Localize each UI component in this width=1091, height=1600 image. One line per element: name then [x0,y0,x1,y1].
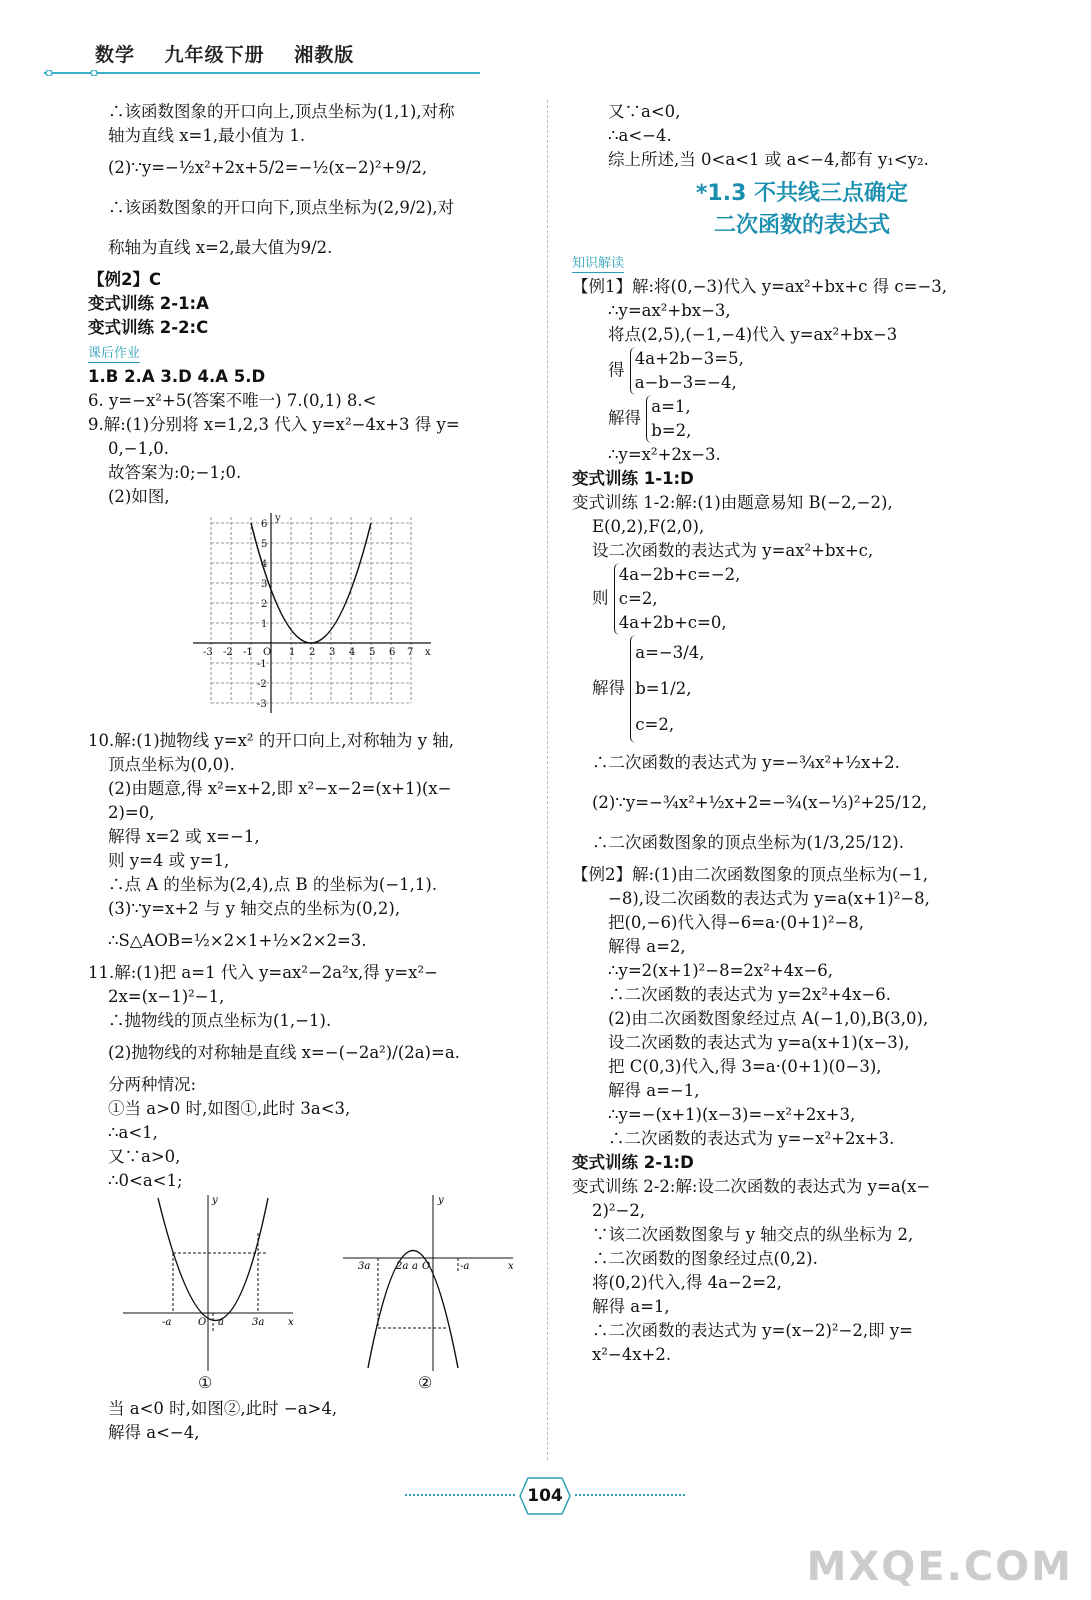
x-tick: 3 [329,647,336,658]
text-line: (2)抛物线的对称轴是直线 x=−(−2a²)/(2a)=a. [108,1043,460,1062]
fig2-label: 2a [396,1261,409,1272]
text-line: 又∵a<0, [608,102,681,121]
text-line: ∴二次函数的表达式为 y=−x²+2x+3. [608,1129,895,1148]
x-tick: 2 [309,647,316,658]
left-column [88,100,538,1445]
text-line: 分两种情况: [108,1075,197,1094]
text-line: 10.解:(1)抛物线 y=x² 的开口向上,对称轴为 y 轴, [88,731,455,750]
x-tick: 6 [389,647,396,658]
answer-line: 变式训练 2-2:C [88,318,209,337]
header-edition: 湘教版 [294,44,355,66]
text-line: ①当 a>0 时,如图①,此时 3a<3, [108,1099,351,1118]
figure-2 [338,1193,518,1373]
text-line: 当 a<0 时,如图②,此时 −a>4, [108,1399,338,1418]
section-title-line-1: *1.3 不共线三点确定 [695,181,909,206]
text-line: 6. y=−x²+5(答案不唯一) 7.(0,1) 8.< [88,391,377,410]
eq: c=2, [618,589,658,608]
text-line: x²−4x+2. [592,1345,672,1364]
text-line: ∴二次函数图象的顶点坐标为(1/3,25/12). [592,833,904,852]
fig1-x-label: x [288,1317,294,1328]
text-line: 解得 a=−1, [608,1081,700,1100]
text-line: ∴二次函数的表达式为 y=(x−2)²−2,即 y= [592,1321,913,1340]
fig2-caption: ② [418,1373,433,1392]
x-tick: 5 [369,647,376,658]
x-tick: 7 [407,647,414,658]
page-header [95,40,376,67]
text-line: ∴该函数图象的开口向上,顶点坐标为(1,1),对称 [108,102,455,121]
eq: a=1, [651,397,691,416]
footer-dots-right [575,1494,685,1496]
text-line: 称轴为直线 x=2,最大值为9/2. [108,238,333,257]
page-number: 104 [527,1486,563,1506]
label-jiede: 解得 [608,408,641,428]
answer-line: 【例2】C [88,270,162,289]
text-line: (2)∵y=−½x²+2x+5/2=−½(x−2)²+9/2, [108,158,428,177]
text-line: 则 y=4 或 y=1, [108,851,230,870]
answer-line: 1.B 2.A 3.D 4.A 5.D [88,367,266,386]
y-tick: -3 [257,699,267,710]
text-line: ∴y=−(x+1)(x−3)=−x²+2x+3, [608,1105,856,1124]
label-ze: 则 [592,588,609,608]
text-line: 故答案为:0;−1;0. [108,463,242,482]
text-line: 综上所述,当 0<a<1 或 a<−4,都有 y₁<y₂. [608,150,929,169]
text-line: (3)∵y=x+2 与 y 轴交点的坐标为(0,2), [108,899,401,918]
text-line: ∴a<1, [108,1123,158,1142]
text-line: ∴该函数图象的开口向下,顶点坐标为(2,9/2),对 [108,198,455,217]
eq: 4a−2b+c=−2, [618,565,741,584]
text-line: (2)如图, [108,487,170,506]
text-line: ∴点 A 的坐标为(2,4),点 B 的坐标为(−1,1). [108,875,438,894]
text-line: 又∵a>0, [108,1147,181,1166]
eq: a−b−3=−4, [634,373,737,392]
label-de: 得 [608,360,625,380]
equation-system [572,563,1032,635]
label-jiede: 解得 [592,678,625,698]
eq: 4a+2b+c=0, [618,613,727,632]
eq: a=−3/4, [635,643,705,662]
text-line: 2x=(x−1)²−1, [108,987,225,1006]
text-line: 解得 a<−4, [108,1423,200,1442]
equation-system [572,347,1032,395]
text-line: ∴0<a<1; [108,1171,183,1190]
footer-dots-left [405,1494,515,1496]
text-line: ∴y=ax²+bx−3, [608,301,731,320]
header-subject: 数学 [95,44,136,66]
fig2-label: -a [460,1261,470,1272]
column-divider [547,100,548,1460]
y-tick: 3 [261,579,268,590]
figure-1 [118,1193,298,1373]
fig2-label: a [412,1261,418,1272]
x-tick: -2 [223,647,233,658]
figures-row [88,1193,538,1392]
text-line: ∴a<−4. [608,126,672,145]
text-line: 设二次函数的表达式为 y=ax²+bx+c, [592,541,874,560]
knowledge-tag: 知识解读 [572,256,625,271]
text-line: 把 C(0,3)代入,得 3=a·(0+1)(0−3), [608,1057,882,1076]
text-line: (2)由题意,得 x²=x+2,即 x²−x−2=(x+1)(x− [108,779,452,798]
text-line: ∴二次函数的表达式为 y=2x²+4x−6. [608,985,892,1004]
text-line: 变式训练 1-2:解:(1)由题意易知 B(−2,−2), [572,493,893,512]
fig2-label: 3a [358,1261,371,1272]
text-line: 将点(2,5),(−1,−4)代入 y=ax²+bx−3 [608,325,898,344]
y-axis-label: y [275,513,281,524]
text-line: 【例1】解:将(0,−3)代入 y=ax²+bx+c 得 c=−3, [572,277,948,296]
fig2-label: O [422,1261,431,1272]
y-tick: 6 [261,519,268,530]
y-tick: -2 [257,679,267,690]
answer-line: 变式训练 2-1:A [88,294,209,313]
y-tick: -1 [257,659,267,670]
homework-tag: 课后作业 [88,346,141,361]
x-tick: 4 [349,647,356,658]
text-line: −8),设二次函数的表达式为 y=a(x+1)²−8, [608,889,930,908]
y-tick: 1 [261,619,268,630]
parabola-grid-figure [193,513,453,723]
text-line: E(0,2),F(2,0), [592,517,705,536]
text-line: 11.解:(1)把 a=1 代入 y=ax²−2a²x,得 y=x²− [88,963,438,982]
text-line: 把(0,−6)代入得−6=a·(0+1)²−8, [608,913,865,932]
section-title-line-2: 二次函数的表达式 [713,213,890,238]
text-line: 轴为直线 x=1,最小值为 1. [108,126,306,145]
text-line: ∴y=2(x+1)²−8=2x²+4x−6, [608,961,834,980]
fig2-y-label: y [438,1195,444,1206]
text-line: (2)由二次函数图象经过点 A(−1,0),B(3,0), [608,1009,929,1028]
eq: b=1/2, [635,679,692,698]
text-line: 2)²−2, [592,1201,646,1220]
fig1-label: a [218,1317,224,1328]
text-line: 将(0,2)代入,得 4a−2=2, [592,1273,782,1292]
section-title [572,178,1032,242]
y-tick: 2 [261,599,268,610]
text-line: ∴y=x²+2x−3. [608,445,721,464]
text-line: 【例2】解:(1)由二次函数图象的顶点坐标为(−1, [572,865,928,884]
header-rule [44,70,480,76]
x-tick: -1 [243,647,253,658]
text-line: ∴二次函数的表达式为 y=−¾x²+½x+2. [592,753,900,772]
text-line: 2)=0, [108,803,155,822]
fig1-label: -a [162,1317,172,1328]
x-axis-label: x [425,647,431,658]
equation-system [572,395,1032,443]
text-line: 0,−1,0. [108,439,170,458]
answer-line: 变式训练 1-1:D [572,469,694,488]
y-tick: 5 [261,539,268,550]
text-line: ∵该二次函数图象与 y 轴交点的纵坐标为 2, [592,1225,914,1244]
equation-system [572,635,1032,743]
eq: c=2, [635,715,675,734]
header-grade: 九年级下册 [164,44,265,66]
text-line: 9.解:(1)分别将 x=1,2,3 代入 y=x²−4x+3 得 y= [88,415,460,434]
text-line: 解得 a=2, [608,937,686,956]
text-line: ∴二次函数的图象经过点(0,2). [592,1249,818,1268]
eq: 4a+2b−3=5, [634,349,744,368]
fig1-y-label: y [212,1195,218,1206]
text-line: 解得 x=2 或 x=−1, [108,827,260,846]
x-tick: 1 [289,647,296,658]
watermark: MXQE.COM [806,1544,1073,1590]
text-line: 设二次函数的表达式为 y=a(x+1)(x−3), [608,1033,910,1052]
text-line: 变式训练 2-2:解:设二次函数的表达式为 y=a(x− [572,1177,931,1196]
eq: b=2, [651,421,692,440]
y-tick: 4 [261,559,268,570]
text-line: (2)∵y=−¾x²+½x+2=−¾(x−⅓)²+25/12, [592,793,928,812]
fig1-caption: ① [198,1373,213,1392]
text-line: ∴抛物线的顶点坐标为(1,−1). [108,1011,332,1030]
answer-line: 变式训练 2-1:D [572,1153,694,1172]
fig2-x-label: x [508,1261,514,1272]
text-line: 解得 a=1, [592,1297,670,1316]
right-column [572,100,1032,1367]
fig1-label: O [198,1317,207,1328]
text-line: ∴S△AOB=½×2×1+½×2×2=3. [108,931,367,950]
x-tick: -3 [203,647,213,658]
x-tick: O [263,647,272,658]
text-line: 顶点坐标为(0,0). [108,755,235,774]
fig1-label: 3a [252,1317,265,1328]
